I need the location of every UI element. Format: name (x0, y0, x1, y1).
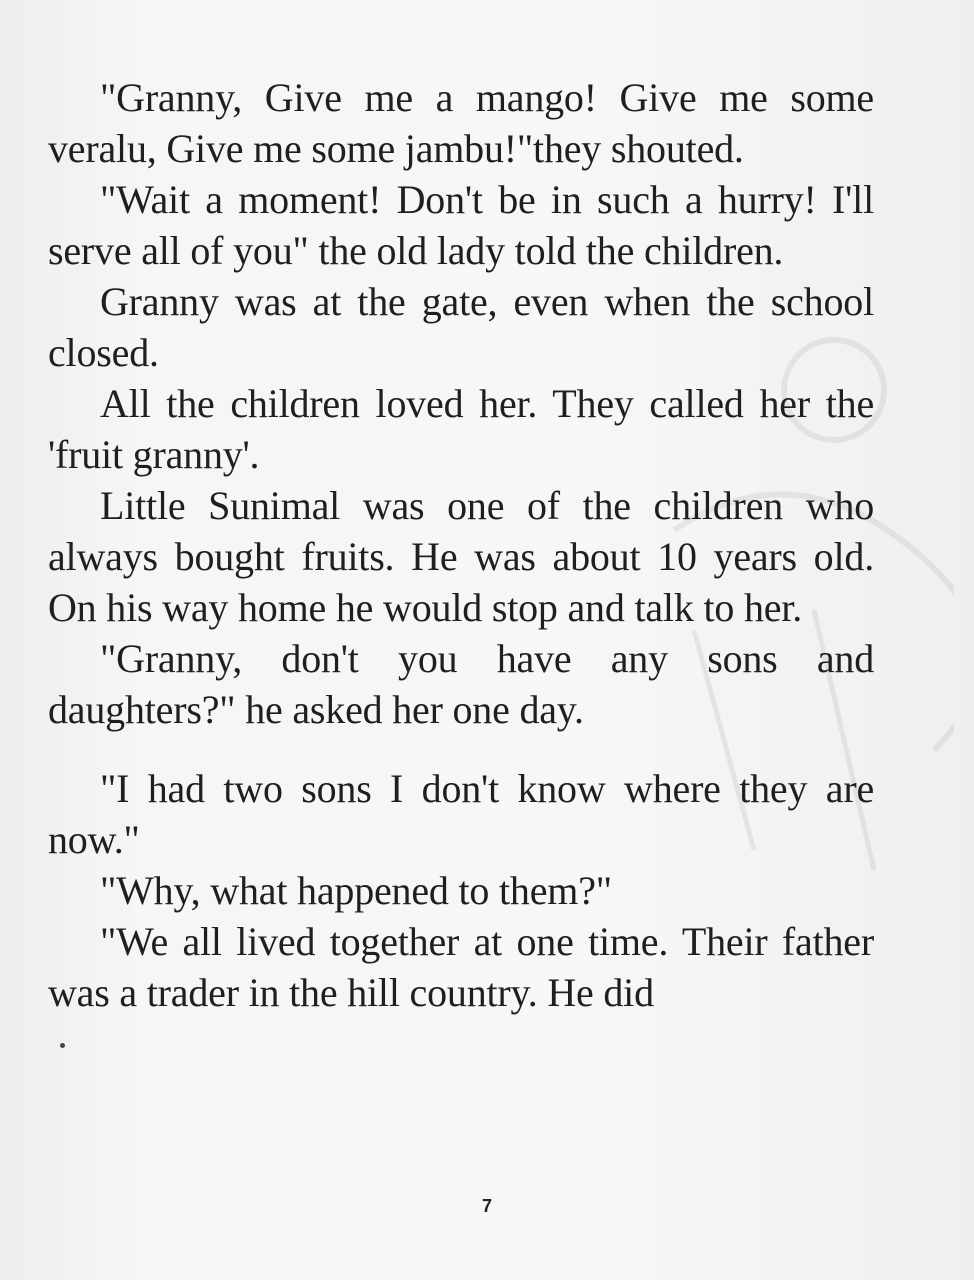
paragraph-4: All the children loved her. They called her the 'fruit granny'. (48, 381, 874, 477)
paragraph-5: Little Sunimal was one of the children who always bought fruits. He was about 10 years old. On his way home he would stop and talk to her. (48, 483, 874, 630)
page-number: 7 (481, 1196, 492, 1216)
paragraph-1: "Granny, Give me a mango! Give me some veralu, Give me some jambu!"they shouted. (48, 75, 874, 171)
stray-mark (60, 1043, 65, 1048)
paragraph-6: "Granny, don't you have any sons and daughters?" he asked her one day. (48, 636, 874, 732)
paragraph-3: Granny was at the gate, even when the school closed. (48, 279, 874, 375)
paragraph-2: "Wait a moment! Don't be in such a hurry! I'll serve all of you" the old lady told the children. (48, 177, 874, 273)
paragraph-7: "I had two sons I don't know where they are now." (48, 766, 874, 862)
story-text (48, 72, 874, 1018)
paragraph-9: "We all lived together at one time. Their father was a trader in the hill country. He did (48, 919, 874, 1015)
paragraph-8: "Why, what happened to them?" (100, 868, 612, 913)
